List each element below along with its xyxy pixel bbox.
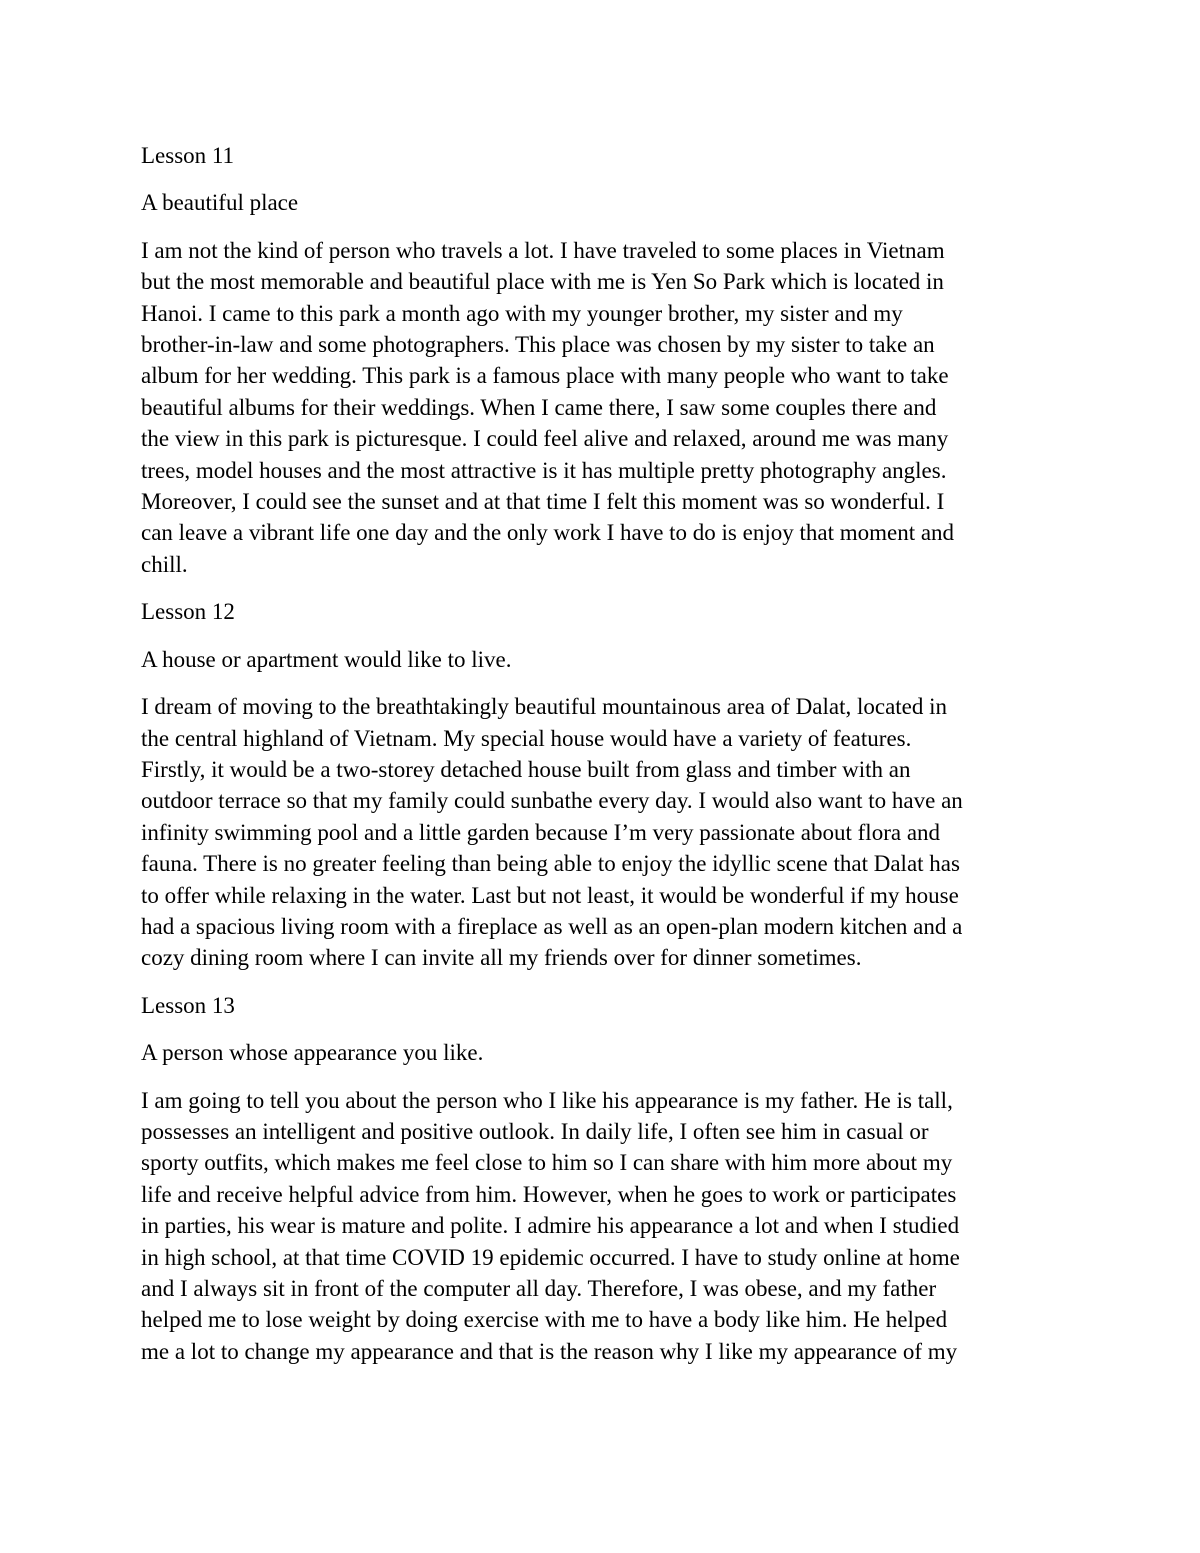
paragraph-line: had a spacious living room with a fireplace as well as an open-plan modern kitchen and a [141, 913, 963, 939]
paragraph-line: infinity swimming pool and a little garden because I’m very passionate about flora and [141, 819, 941, 845]
paragraph-line: I am going to tell you about the person who I like his appearance is my father. He is tall, [141, 1087, 953, 1113]
paragraph-line: in high school, at that time COVID 19 epidemic occurred. I have to study online at home [141, 1244, 960, 1270]
paragraph-line: sporty outfits, which makes me feel close to him so I can share with him more about my [141, 1150, 953, 1176]
paragraph-line: I am not the kind of person who travels a lot. I have traveled to some places in Vietnam [141, 237, 945, 263]
paragraph-line: the central highland of Vietnam. My special house would have a variety of features. [141, 725, 912, 751]
paragraph-line: fauna. There is no greater feeling than being able to enjoy the idyllic scene that Dalat has [141, 851, 960, 877]
paragraph-line: brother-in-law and some photographers. This place was chosen by my sister to take an [141, 332, 935, 358]
lesson-12-topic: A house or apartment would like to live. [141, 646, 512, 672]
paragraph-line: and I always sit in front of the computer all day. Therefore, I was obese, and my father [141, 1276, 937, 1301]
paragraph-line: life and receive helpful advice from him. However, when he goes to work or participates [141, 1181, 957, 1207]
paragraph-line: outdoor terrace so that my family could sunbathe every day. I would also want to have an [141, 788, 963, 814]
paragraph-line: in parties, his wear is mature and polite. I admire his appearance a lot and when I studied [141, 1213, 960, 1239]
paragraph-line: to offer while relaxing in the water. Last but not least, it would be wonderful if my house [141, 882, 959, 908]
paragraph-line: Moreover, I could see the sunset and at that time I felt this moment was so wonderful. I [141, 489, 945, 515]
lesson-13-paragraph [141, 1085, 1061, 1368]
paragraph-line: I dream of moving to the breathtakingly beautiful mountainous area of Dalat, located in [141, 694, 948, 720]
paragraph-line: helped me to lose weight by doing exercise with me to have a body like him. He helped [141, 1307, 948, 1333]
paragraph-line: possesses an intelligent and positive outlook. In daily life, I often see him in casual or [141, 1118, 929, 1144]
paragraph-line: trees, model houses and the most attractive is it has multiple pretty photography angles. [141, 457, 947, 483]
paragraph-line: can leave a vibrant life one day and the only work I have to do is enjoy that moment and [141, 520, 955, 546]
paragraph-line: chill. [141, 551, 188, 577]
lesson-12-title: Lesson 12 [141, 599, 235, 625]
paragraph-line: Firstly, it would be a two-storey detached house built from glass and timber with an [141, 756, 911, 782]
lesson-13-title: Lesson 13 [141, 992, 235, 1018]
paragraph-line: cozy dining room where I can invite all my friends over for dinner sometimes. [141, 945, 862, 971]
document-body [141, 140, 1061, 1383]
paragraph-line: beautiful albums for their weddings. When I came there, I saw some couples there and [141, 394, 937, 420]
paragraph-line: Hanoi. I came to this park a month ago with my younger brother, my sister and my [141, 300, 903, 326]
lesson-12-paragraph [141, 691, 1061, 974]
paragraph-line: me a lot to change my appearance and that is the reason why I like my appearance of my [141, 1338, 958, 1364]
lesson-11-title: Lesson 11 [141, 143, 235, 168]
lesson-11-paragraph [141, 235, 1061, 580]
paragraph-line: the view in this park is picturesque. I could feel alive and relaxed, around me was many [141, 426, 949, 452]
paragraph-line: but the most memorable and beautiful place with me is Yen So Park which is located in [141, 269, 944, 295]
lesson-11-topic: A beautiful place [141, 190, 299, 216]
lesson-13-topic: A person whose appearance you like. [141, 1040, 484, 1066]
paragraph-line: album for her wedding. This park is a famous place with many people who want to take [141, 363, 949, 389]
